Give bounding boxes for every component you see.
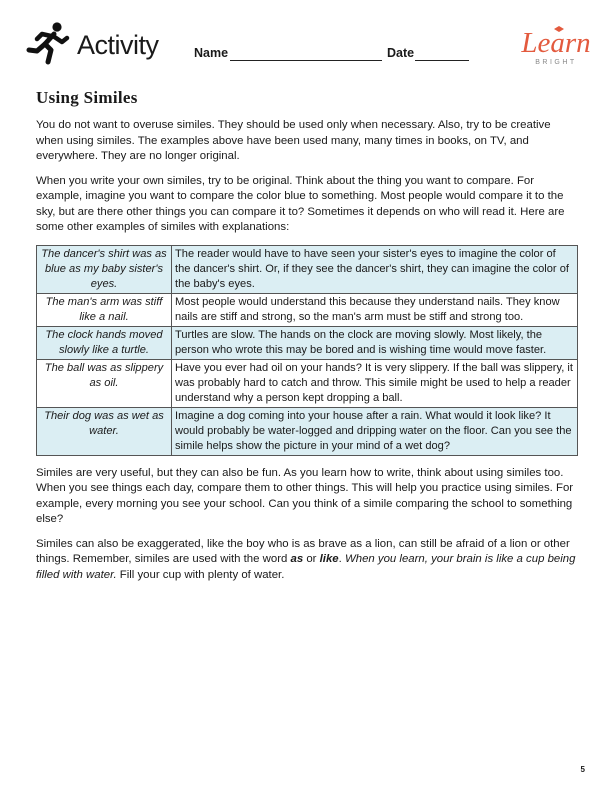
section-title: Using Similes bbox=[36, 88, 138, 107]
paragraph-4 bbox=[36, 537, 578, 584]
table-row bbox=[37, 407, 578, 455]
explanation-cell: The reader would have to have seen your sister's eyes to imagine the color of the dancer's shirt. Or, if they see the dancer's shirt, they can imagine the color of the baby's eyes. bbox=[172, 245, 578, 293]
p4-text: Similes can also be exaggerated, like the boy who is as brave as a lion, can still be afraid of a lion or other things. Remember, similes are used with the word bbox=[36, 537, 570, 565]
table-row bbox=[37, 245, 578, 293]
table-row bbox=[37, 359, 578, 407]
worksheet-content bbox=[36, 88, 578, 592]
worksheet-header bbox=[0, 0, 612, 80]
simile-cell: The dancer's shirt was as blue as my baby sister's eyes. bbox=[37, 245, 172, 293]
word-like: like bbox=[319, 553, 339, 565]
activity-title: Activity bbox=[77, 30, 159, 60]
logo-subtitle: BRIGHT bbox=[535, 59, 577, 66]
explanation-cell: Have you ever had oil on your hands? It is very slippery. If the ball was slippery, it was probably hard to catch and throw. This simile might be used to help a reader understand why a person kept dropping a ball. bbox=[172, 359, 578, 407]
explanation-cell: Turtles are slow. The hands on the clock are moving slowly. Most likely, the person who wrote this may be bored and is wishing time would move faster. bbox=[172, 326, 578, 359]
running-person-icon bbox=[24, 20, 70, 66]
paragraph-1: You do not want to overuse similes. They should be used only when necessary. Also, try to be creative when using similes. The examples above have been used many, many times in books, on TV, and everywhere. They are no longer original. bbox=[36, 119, 551, 162]
example-simile: When you learn, your brain is like a cup being filled with water. bbox=[36, 553, 576, 581]
simile-cell: The clock hands moved slowly like a turtle. bbox=[37, 326, 172, 359]
p4-closing: Fill your cup with plenty of water. bbox=[116, 568, 285, 581]
table-row bbox=[37, 293, 578, 326]
date-field[interactable] bbox=[415, 60, 469, 61]
explanation-cell: Imagine a dog coming into your house after a rain. What would it look like? It would probably be water-logged and dripping water on the floor. Can you see the simile helps show the picture in your mind of a wet dog? bbox=[172, 407, 578, 455]
similes-table bbox=[36, 245, 578, 456]
date-label: Date bbox=[387, 46, 415, 60]
name-label: Name bbox=[194, 46, 229, 60]
simile-cell: The man's arm was stiff like a nail. bbox=[37, 293, 172, 326]
simile-cell: The ball was as slippery as oil. bbox=[37, 359, 172, 407]
name-field[interactable] bbox=[230, 60, 382, 61]
explanation-cell: Most people would understand this because they understand nails. They know nails are stiff and strong, so the man's arm must be stiff and strong too. bbox=[172, 293, 578, 326]
learn-bright-logo bbox=[521, 28, 591, 70]
simile-cell: Their dog was as wet as water. bbox=[37, 407, 172, 455]
word-as: as bbox=[290, 553, 304, 565]
paragraph-3: Similes are very useful, but they can also be fun. As you learn how to write, think about using similes too. When you see things each day, compare them to other things. This will help you practice using similes. For example, every morning you see your school. Can you think of a simile comparing the school to something else? bbox=[36, 466, 574, 525]
page-number: 5 bbox=[580, 765, 585, 774]
p4-or: or bbox=[303, 553, 320, 565]
table-row bbox=[37, 326, 578, 359]
p4-period: . bbox=[338, 553, 345, 565]
logo-word: Learn bbox=[521, 27, 591, 59]
paragraph-2: When you write your own similes, try to be original. Think about the thing you want to compare. For example, imagine you want to compare the color blue to something. Most people would compare it to the sky, but are there other things you can compare it to? Sometimes it depends on who will read it. Here are some other examples of similes with explanations: bbox=[36, 174, 565, 233]
